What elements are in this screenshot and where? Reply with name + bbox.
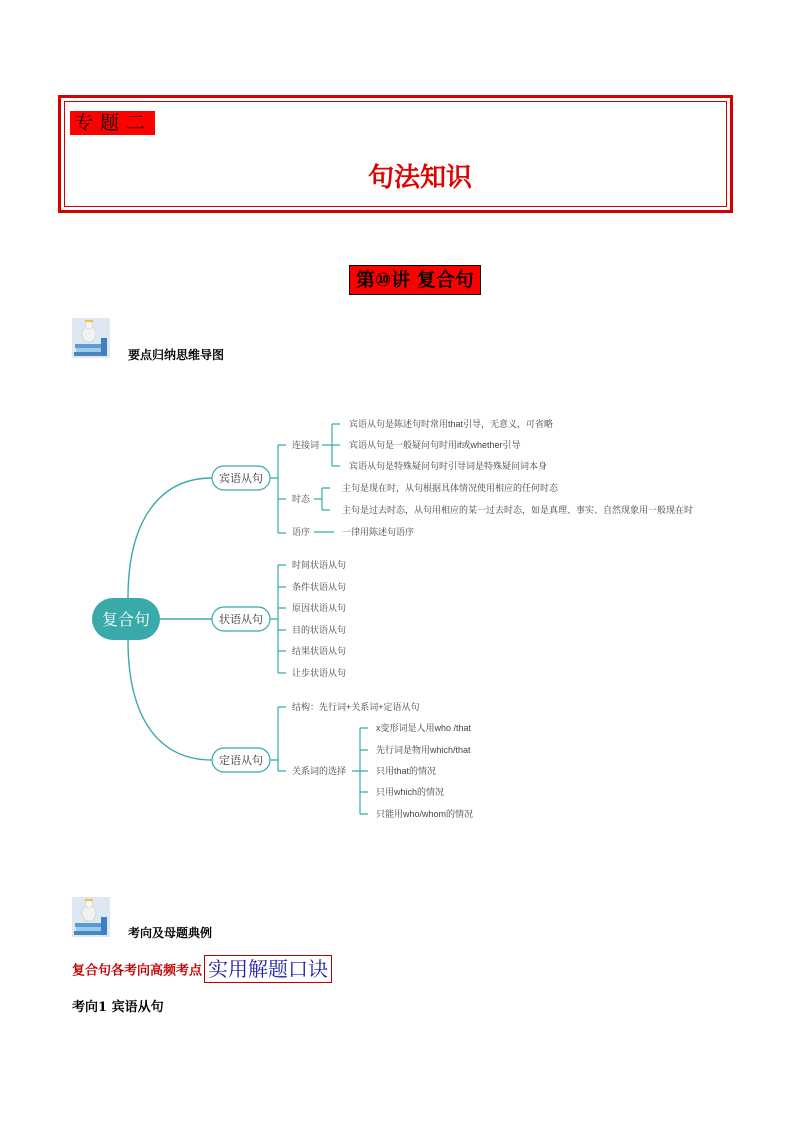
mindmap-branch-label: 宾语从句	[219, 473, 263, 485]
mindmap-leaf: 宾语从句是陈述句时常用that引导，无意义，可省略	[349, 419, 554, 429]
branch-bracket	[270, 565, 286, 673]
mindmap-leaf: 宾语从句是特殊疑问句时引导词是特殊疑问词本身	[349, 461, 548, 471]
high-freq-prefix: 复合句各考向高频考点	[72, 963, 203, 979]
mindmap-leaf: 主句是现在时，从句根据具体情况使用相应的任何时态	[342, 483, 559, 493]
mindmap-leaf: 结果状语从句	[292, 646, 347, 656]
mindmap-leaf: 时间状语从句	[292, 560, 347, 570]
mindmap-leaf: 主句是过去时态，从句用相应的某一过去时态，如是真理、事实、自然现象用一般现在时	[342, 505, 694, 515]
branch-bracket	[270, 445, 286, 533]
mindmap-leaf: 先行词是物用which/that	[376, 745, 471, 755]
mindmap-leaf: 原因状语从句	[292, 603, 347, 613]
branch-bracket	[270, 707, 286, 771]
mindmap-leaf: 只用that的情况	[376, 766, 437, 776]
mindmap-branch-label: 定语从句	[219, 755, 263, 767]
high-freq-line	[72, 955, 332, 983]
mindmap-subnode: 连接词	[292, 440, 320, 450]
topic-tag: 专题二	[70, 111, 155, 135]
mindmap-subnode: 时态	[292, 494, 311, 504]
mindmap-subnode: 关系词的选择	[292, 766, 347, 776]
high-freq-boxed-title: 实用解题口诀	[204, 955, 332, 983]
mindmap-root-label: 复合句	[101, 612, 151, 629]
mindmap-leaf: 目的状语从句	[292, 625, 347, 635]
kaoxiang-heading: 考向1 宾语从句	[72, 1000, 164, 1015]
branch-bracket	[314, 488, 330, 510]
study-book-icon	[72, 318, 110, 358]
mindmap-leaf: 只用which的情况	[376, 787, 445, 797]
mindmap-leaf: 宾语从句是一般疑问句时用if或whether引导	[349, 440, 521, 450]
mindmap-subnode: 结构：先行词+关系词+定语从句	[292, 702, 420, 712]
root-branch-link	[128, 640, 212, 760]
study-book-icon	[72, 897, 110, 937]
mindmap-leaf: 一律用陈述句语序	[342, 527, 415, 537]
root-branch-link	[128, 478, 212, 598]
examples-section-label: 考向及母题典例	[128, 926, 213, 940]
branch-bracket	[322, 424, 340, 466]
mindmap-subnode: 语序	[292, 527, 311, 537]
mindmap-leaf: x变形词是人用who /that	[376, 723, 472, 733]
topic-title: 句法知识	[367, 163, 472, 193]
mindmap-leaf: 让步状语从句	[292, 668, 347, 678]
mindmap	[0, 400, 794, 840]
mindmap-leaf: 只能用who/whom的情况	[376, 809, 474, 819]
branch-bracket	[352, 728, 368, 814]
lecture-title: 第⑩讲 复合句	[349, 265, 481, 295]
mindmap-section-label: 要点归纳思维导图	[128, 348, 225, 362]
mindmap-branch-label: 状语从句	[219, 614, 263, 626]
mindmap-leaf: 条件状语从句	[292, 582, 347, 592]
